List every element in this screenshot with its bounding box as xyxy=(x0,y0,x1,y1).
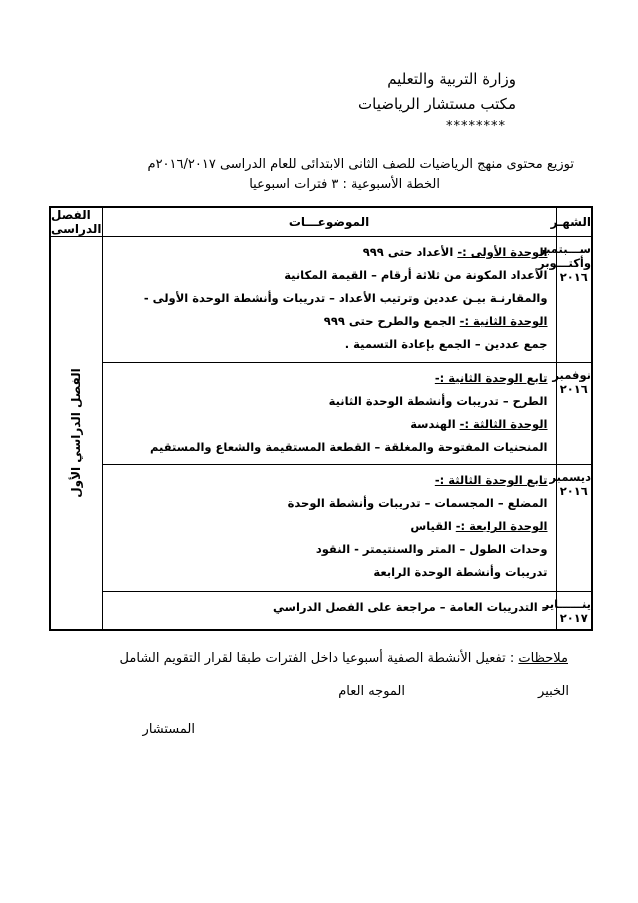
table-row xyxy=(50,237,592,363)
month-cell xyxy=(542,591,592,630)
topic-line: تدريبات وأنشطة الوحدة الرابعة xyxy=(373,565,548,580)
ministry-name: وزارة التربية والتعليم xyxy=(387,70,516,88)
month-name: ســـبتمبر وأكتـــوبر xyxy=(538,242,591,271)
office-name: مكتب مستشار الرياضيات xyxy=(358,95,516,113)
topic-line: الوحدة الثالثة :- الهندسة xyxy=(410,417,548,431)
topics-cell xyxy=(102,237,556,363)
curriculum-table xyxy=(49,206,593,631)
month-cell xyxy=(552,363,592,465)
month-cell xyxy=(549,465,592,592)
term-label: الفصل الدراسي الأول xyxy=(69,368,84,498)
month-year: ٢٠١٦ xyxy=(559,484,588,499)
topic-line: المنحنيات المفتوحة والمغلقة – القطعة المستقيمة والشعاع والمستقيم xyxy=(150,440,548,454)
table-row xyxy=(50,363,592,465)
topic-line: والمقارنـة بيـن عددين وترتيب الأعداد – تدريبات وأنشطة الوحدة الأولى - xyxy=(143,291,548,306)
table-header-row xyxy=(50,207,592,237)
topic-line: الوحدة الأولى :- الأعداد حتى ٩٩٩ xyxy=(362,245,548,260)
topic-line: وحدات الطول – المتر والسنتيمتر - النقود xyxy=(315,542,548,557)
month-name: ينــــــاير xyxy=(542,596,591,611)
header-topics: الموضوعـــات xyxy=(102,207,556,237)
topic-line: تابع الوحدة الثالثة :- xyxy=(434,473,548,488)
topics-cell xyxy=(102,465,556,592)
signature-supervisor: الموجه العام xyxy=(338,684,405,699)
notes-text: : تفعيل الأنشطة الصفية أسبوعيا داخل الفترات طبقا لقرار التقويم الشامل xyxy=(119,651,519,666)
month-name: ديسمبر xyxy=(549,470,591,485)
topic-line: تابع الوحدة الثانية :- xyxy=(434,371,548,385)
topic-line: – التدريبات العامة – مراجعة على الفصل الدراسي xyxy=(273,599,548,614)
weekly-plan: الخطة الأسبوعية : ٣ فترات اسبوعيا xyxy=(249,177,440,192)
stars-separator: ******** xyxy=(446,119,506,134)
signature-advisor: المستشار xyxy=(142,722,195,737)
month-year: ٢٠١٦ xyxy=(559,270,588,285)
month-name: نوفمبر xyxy=(552,368,591,382)
topics-cell xyxy=(102,591,556,630)
notes-label: ملاحظات xyxy=(518,651,568,666)
header-term: الفصل الدراسى xyxy=(50,208,102,237)
header-month: الشهـر xyxy=(556,207,592,237)
table-row xyxy=(50,465,592,592)
month-year: ٢٠١٧ xyxy=(559,610,588,625)
topic-line: الطرح – تدريبات وأنشطة الوحدة الثانية xyxy=(328,394,548,408)
signature-expert: الخبير xyxy=(538,684,569,699)
topic-line: الوحدة الثانية :- الجمع والطرح حتى ٩٩٩ xyxy=(323,314,548,329)
topic-line: جمع عددين – الجمع بإعادة التسمية . xyxy=(344,337,548,352)
month-cell xyxy=(538,237,592,363)
topic-line: الوحدة الرابعة :- القياس xyxy=(410,519,548,534)
topic-line: الأعداد المكونة من ثلاثة أرقام – القيمة المكانية xyxy=(284,268,548,283)
topic-line: المضلع – المجسمات – تدريبات وأنشطة الوحدة xyxy=(287,496,548,511)
plan-title: توزيع محتوى منهج الرياضيات للصف الثانى الابتدائى للعام الدراسى ٢٠١٦/٢٠١٧م xyxy=(147,157,574,172)
notes xyxy=(120,651,568,667)
table-row xyxy=(50,591,592,630)
term-cell xyxy=(50,237,102,630)
month-year: ٢٠١٦ xyxy=(559,382,588,396)
topics-cell xyxy=(102,363,556,465)
